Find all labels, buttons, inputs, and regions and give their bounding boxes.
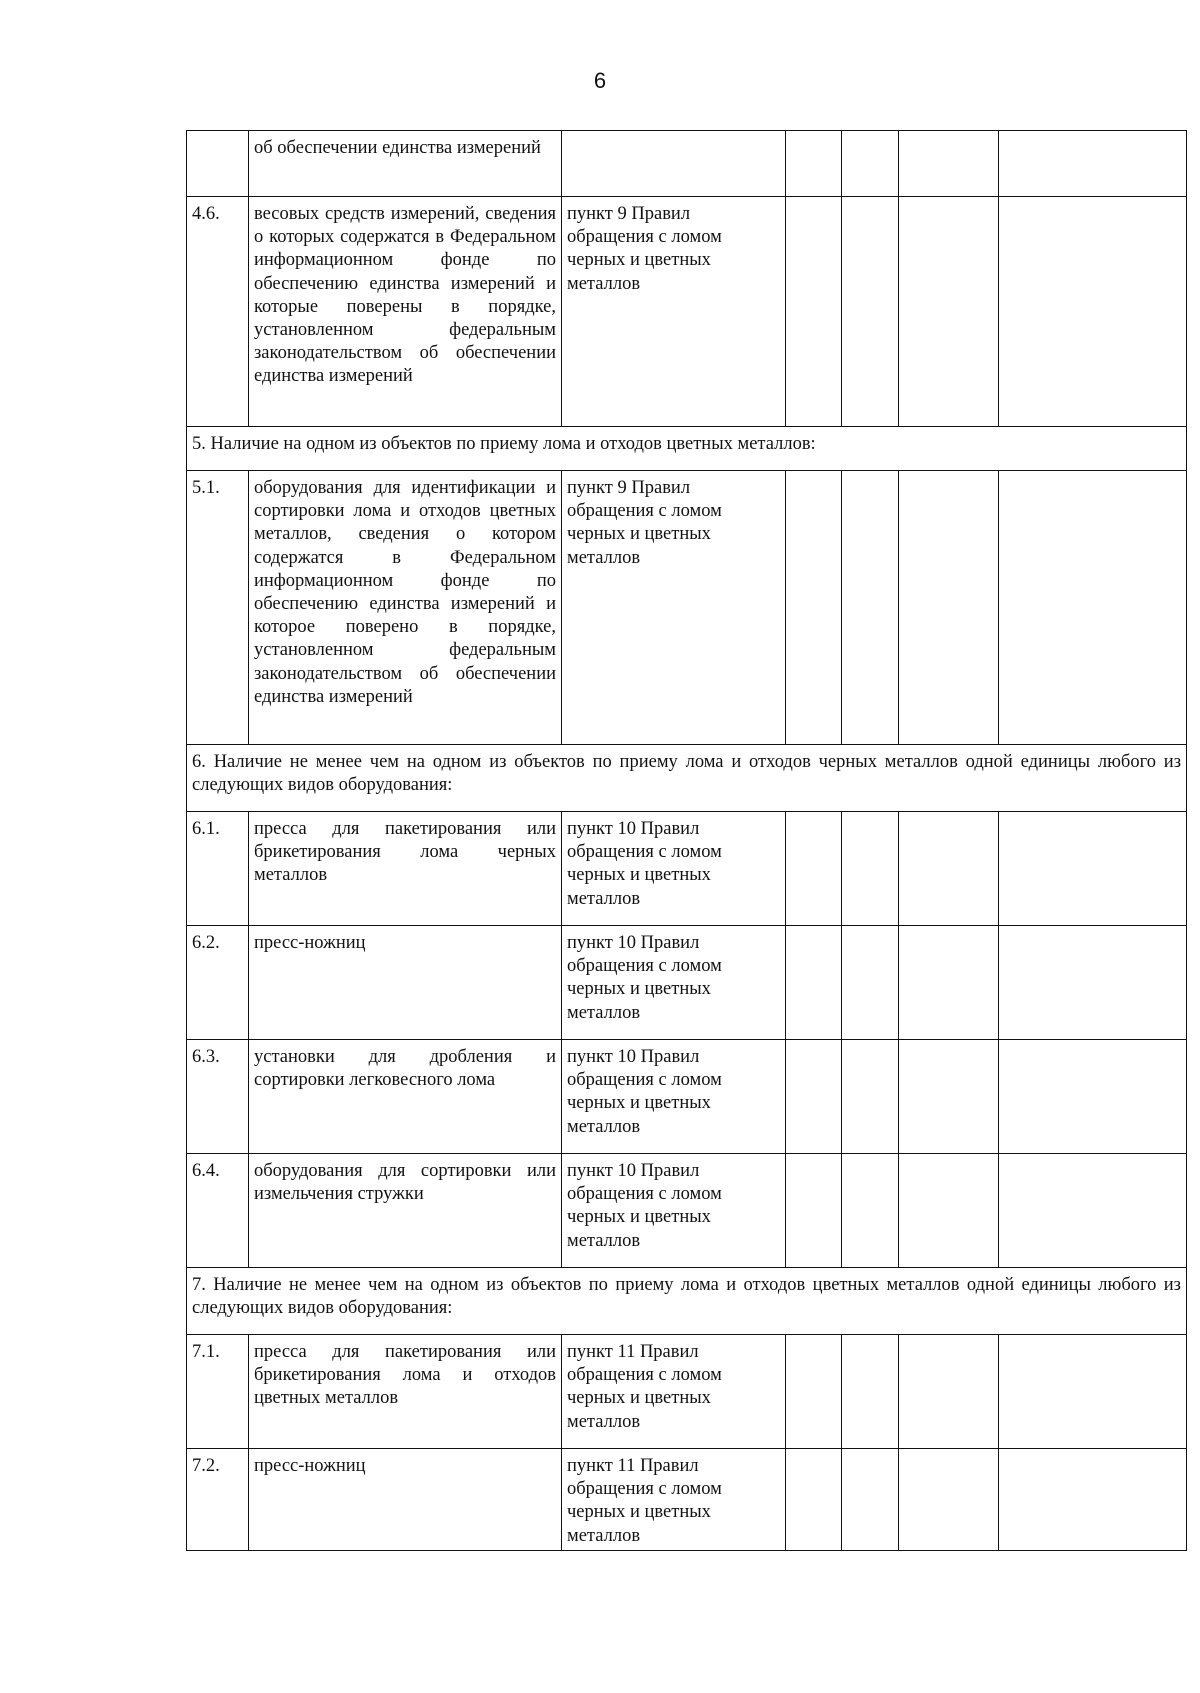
answer-cell-not-applicable: [899, 1449, 999, 1551]
answer-cell-no: [842, 471, 899, 745]
item-number: 5.1.: [187, 471, 249, 745]
item-number: 6.2.: [187, 926, 249, 1040]
answer-cell-yes: [786, 812, 842, 926]
item-legal-reference: пункт 11 Правил обращения с ломом черных и цветных металлов: [562, 1449, 786, 1551]
item-description: оборудования для сортировки или измельчения стружки: [249, 1154, 562, 1268]
item-number: 6.4.: [187, 1154, 249, 1268]
answer-cell-yes: [786, 1154, 842, 1268]
table-row: [187, 812, 1187, 926]
table-row: [187, 1449, 1187, 1551]
answer-cell-not-applicable: [899, 131, 999, 197]
answer-cell-not-applicable: [899, 812, 999, 926]
notes-cell: [999, 1449, 1187, 1551]
item-number: 7.1.: [187, 1335, 249, 1449]
section-header-row: [187, 1268, 1187, 1335]
notes-cell: [999, 1154, 1187, 1268]
item-description: пресс-ножниц: [249, 926, 562, 1040]
item-legal-reference: пункт 10 Правил обращения с ломом черных и цветных металлов: [562, 812, 786, 926]
answer-cell-no: [842, 1040, 899, 1154]
table-row: [187, 131, 1187, 197]
item-description: весовых средств измерений, сведения о которых содержатся в Федеральном информационном фонде по обеспечению единства измерений и которые поверены в порядке, установленном федеральным законодательством об обеспечении единства измерений: [249, 197, 562, 427]
item-number: 6.1.: [187, 812, 249, 926]
page-number: 6: [593, 68, 607, 93]
item-legal-reference: пункт 10 Правил обращения с ломом черных и цветных металлов: [562, 1040, 786, 1154]
answer-cell-not-applicable: [899, 1154, 999, 1268]
section-header: 6. Наличие не менее чем на одном из объектов по приему лома и отходов черных металлов одной единицы любого из следующих видов оборудования:: [187, 745, 1187, 812]
item-description: оборудования для идентификации и сортировки лома и отходов цветных металлов, сведения о котором содержатся в Федеральном информационном фонде по обеспечению единства измерений и которое поверено в порядке, установленном федеральным законодательством об обеспечении единства измерений: [249, 471, 562, 745]
answer-cell-yes: [786, 471, 842, 745]
answer-cell-no: [842, 812, 899, 926]
answer-cell-no: [842, 926, 899, 1040]
answer-cell-not-applicable: [899, 1040, 999, 1154]
section-header: 7. Наличие не менее чем на одном из объектов по приему лома и отходов цветных металлов одной единицы любого из следующих видов оборудования:: [187, 1268, 1187, 1335]
answer-cell-yes: [786, 926, 842, 1040]
answer-cell-not-applicable: [899, 1335, 999, 1449]
notes-cell: [999, 926, 1187, 1040]
item-legal-reference: пункт 10 Правил обращения с ломом черных и цветных металлов: [562, 1154, 786, 1268]
answer-cell-no: [842, 197, 899, 427]
answer-cell-not-applicable: [899, 471, 999, 745]
answer-cell-yes: [786, 1335, 842, 1449]
table-row: [187, 926, 1187, 1040]
answer-cell-no: [842, 1335, 899, 1449]
answer-cell-yes: [786, 1449, 842, 1551]
answer-cell-no: [842, 1449, 899, 1551]
section-header-row: [187, 745, 1187, 812]
notes-cell: [999, 1335, 1187, 1449]
answer-cell-yes: [786, 197, 842, 427]
notes-cell: [999, 1040, 1187, 1154]
item-legal-reference: пункт 9 Правил обращения с ломом черных и цветных металлов: [562, 471, 786, 745]
table-row: [187, 1040, 1187, 1154]
table-row: [187, 1335, 1187, 1449]
item-number: 4.6.: [187, 197, 249, 427]
item-legal-reference: пункт 10 Правил обращения с ломом черных и цветных металлов: [562, 926, 786, 1040]
item-legal-reference: пункт 9 Правил обращения с ломом черных и цветных металлов: [562, 197, 786, 427]
item-number: 6.3.: [187, 1040, 249, 1154]
item-description: установки для дробления и сортировки легковесного лома: [249, 1040, 562, 1154]
item-description: пресс-ножниц: [249, 1449, 562, 1551]
table-row: [187, 471, 1187, 745]
item-legal-reference: [562, 131, 786, 197]
table-body: [187, 131, 1187, 1551]
requirements-table: [186, 130, 1187, 1551]
item-number: 7.2.: [187, 1449, 249, 1551]
answer-cell-no: [842, 1154, 899, 1268]
section-header: 5. Наличие на одном из объектов по приему лома и отходов цветных металлов:: [187, 427, 1187, 471]
notes-cell: [999, 131, 1187, 197]
answer-cell-not-applicable: [899, 926, 999, 1040]
notes-cell: [999, 812, 1187, 926]
item-description: пресса для пакетирования или брикетирования лома черных металлов: [249, 812, 562, 926]
item-legal-reference: пункт 11 Правил обращения с ломом черных и цветных металлов: [562, 1335, 786, 1449]
item-description: пресса для пакетирования или брикетирования лома и отходов цветных металлов: [249, 1335, 562, 1449]
answer-cell-yes: [786, 131, 842, 197]
table-row: [187, 197, 1187, 427]
item-number: [187, 131, 249, 197]
item-description: об обеспечении единства измерений: [249, 131, 562, 197]
answer-cell-not-applicable: [899, 197, 999, 427]
answer-cell-yes: [786, 1040, 842, 1154]
section-header-row: [187, 427, 1187, 471]
notes-cell: [999, 471, 1187, 745]
table-row: [187, 1154, 1187, 1268]
answer-cell-no: [842, 131, 899, 197]
notes-cell: [999, 197, 1187, 427]
